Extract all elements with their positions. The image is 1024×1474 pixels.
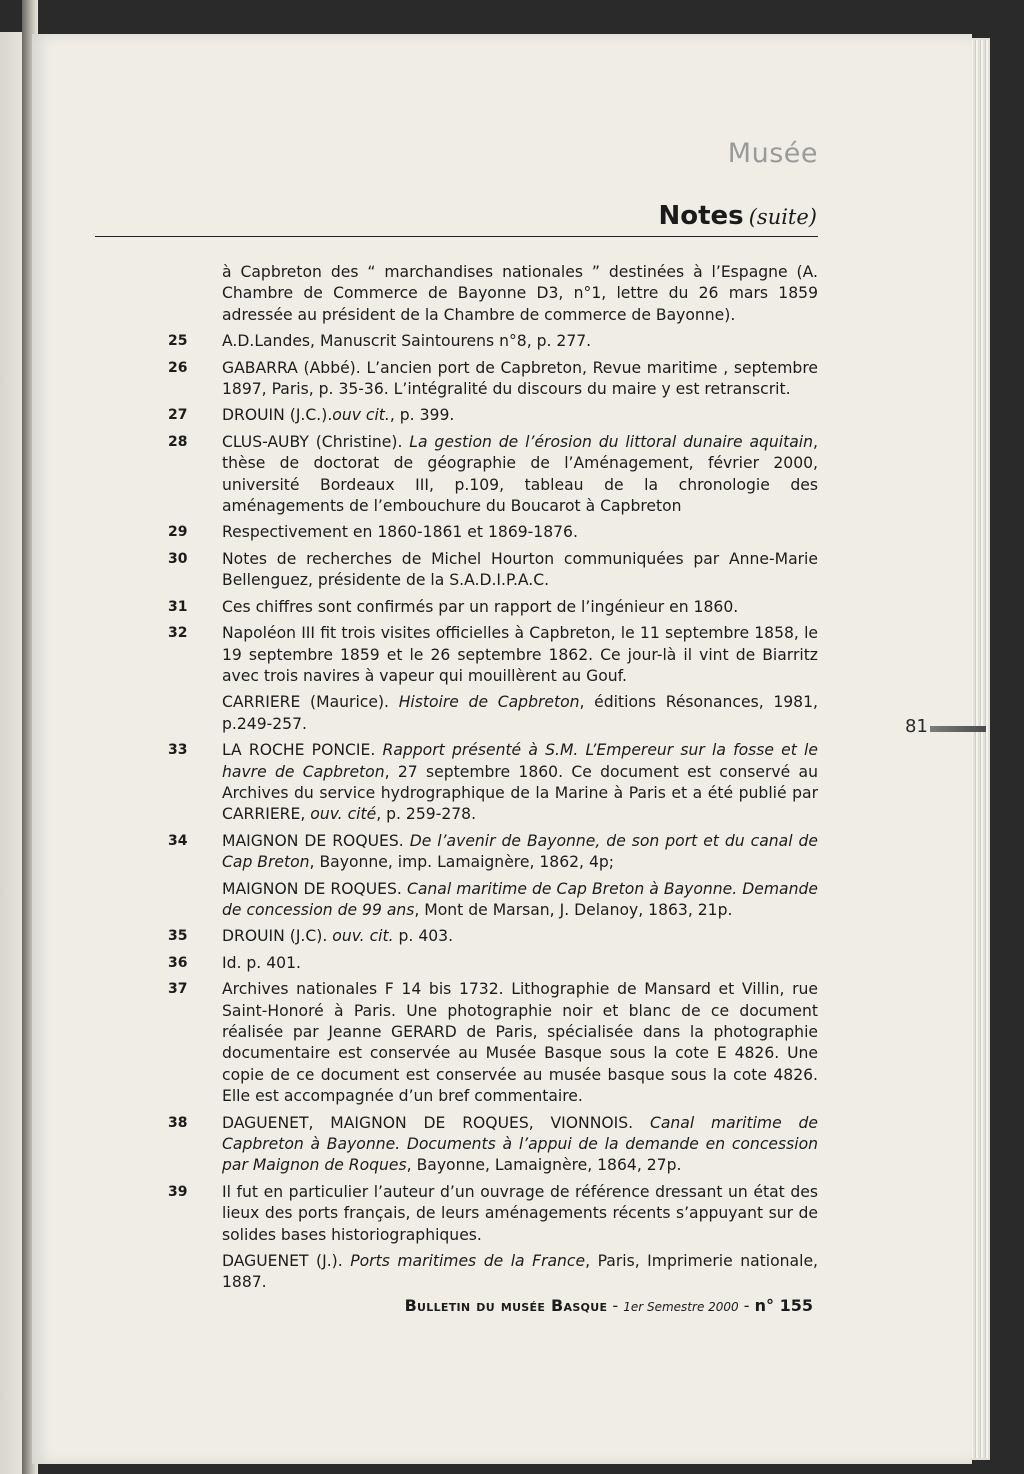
note-item	[168, 522, 818, 543]
note-text-italic: Rapport présenté à S.M. L’Empereur sur la fosse et le havre de Capbreton	[222, 741, 818, 781]
note-number: 31	[168, 598, 188, 615]
note-text-italic: Canal maritime de Capbreton à Bayonne. Documents à l’appui de la demande en concession par Maignon de Roques	[222, 1113, 818, 1175]
note-text	[222, 1182, 818, 1246]
note-text-segment: CLUS-AUBY (Christine).	[222, 432, 410, 451]
note-text	[222, 597, 818, 618]
note-text-italic: Canal maritime de Cap Breton à Bayonne. Demande de concession de 99 ans	[222, 879, 818, 919]
note-number: 34	[168, 832, 188, 849]
note-text-segment: Ces chiffres sont confirmés par un rapport de l’ingénieur en 1860.	[222, 597, 739, 616]
note-text-segment: DROUIN (J.C).	[222, 927, 333, 946]
note-text-segment: GABARRA (Abbé). L’ancien port de Capbreton, Revue maritime , septembre 1897, Paris, p. 35-36. L’intégralité du discours du maire y est retranscrit.	[222, 358, 818, 399]
note-text	[222, 522, 818, 543]
note-number: 28	[168, 433, 188, 450]
page-edge-line	[975, 40, 978, 1458]
page-edge-line	[985, 40, 988, 1458]
note-text-segment: CARRIERE (Maurice).	[222, 693, 399, 712]
note-text-segment: , Bayonne, imp. Lamaignère, 1862, 4p;	[309, 853, 615, 872]
note-text	[222, 879, 818, 922]
note-text-italic: Ports maritimes de la France	[350, 1252, 586, 1271]
note-item	[168, 953, 818, 974]
note-text-segment: Notes de recherches de Michel Hourton communiquées par Anne-Marie Bellenguez, présidente de la S.A.D.I.P.A.C.	[222, 549, 818, 590]
note-item	[168, 549, 818, 592]
note-text-segment: , éditions Résonances, 1981, p.249-257.	[222, 693, 818, 733]
note-number	[168, 879, 222, 922]
note-text-segment: DROUIN (J.C.).	[222, 406, 333, 425]
note-item	[168, 926, 818, 947]
note-text-segment: , Mont de Marsan, J. Delanoy, 1863, 21p.	[414, 900, 733, 919]
note-text	[222, 831, 818, 874]
note-text	[222, 740, 818, 826]
note-item	[168, 1251, 818, 1294]
note-text-segment: Id. p. 401.	[222, 953, 301, 972]
note-item	[168, 432, 818, 518]
note-text-segment: p. 403.	[393, 927, 454, 946]
note-text	[222, 953, 818, 974]
note-item	[168, 692, 818, 735]
note-item	[168, 1182, 818, 1246]
footer-semester: 1er Semestre 2000	[623, 1300, 739, 1314]
note-text-italic: Histoire de Capbreton	[398, 693, 580, 712]
note-text-segment: DAGUENET, MAIGNON DE ROQUES, VIONNOIS.	[222, 1113, 650, 1132]
notes-list	[168, 262, 818, 1299]
note-number: 30	[168, 550, 188, 567]
note-number: 38	[168, 1114, 188, 1131]
note-number: 32	[168, 625, 188, 642]
note-number: 27	[168, 407, 188, 424]
note-number: 35	[168, 928, 188, 945]
running-head: Musée	[727, 138, 818, 169]
note-item	[168, 262, 818, 326]
note-number: 29	[168, 524, 188, 541]
note-text	[222, 331, 818, 352]
note-item	[168, 831, 818, 874]
note-text-segment: , p. 399.	[389, 406, 455, 425]
note-item	[168, 979, 818, 1107]
note-text	[222, 692, 818, 735]
note-number: 33	[168, 742, 188, 759]
note-text	[222, 432, 818, 518]
note-item	[168, 597, 818, 618]
footer-bulletin: Bulletin du musée Basque	[404, 1296, 608, 1315]
note-text-segment: à Capbreton des “ marchandises nationales ” destinées à l’Espagne (A. Chambre de Commerce de Bayonne D3, n°1, lettre du 26 mars 1859 adressée au président de la Chambre de commerce de Bayonne).	[222, 263, 818, 324]
note-text-italic: La gestion de l’érosion du littoral dunaire aquitain	[409, 432, 814, 451]
note-text-segment: Napoléon III fit trois visites officielles à Capbreton, le 11 septembre 1858, le 19 septembre 1859 et le 26 septembre 1862. Ce jour-là il vint de Biarritz avec trois navires à vapeur qui mouillèrent au Gouf.	[222, 624, 818, 685]
note-number: 37	[168, 981, 188, 998]
note-number	[168, 692, 222, 735]
note-text	[222, 1251, 818, 1294]
note-text-segment: , thèse de doctorat de géographie de l’Aménagement, février 2000, université Bordeaux III, p.109, tableau de la chronologie des aménagements de l’embouchure du Boucarot à Capbreton	[222, 432, 818, 516]
title-rule	[95, 236, 818, 237]
note-text-segment: DAGUENET (J.).	[222, 1252, 351, 1271]
footer-separator: -	[738, 1296, 755, 1315]
note-number: 36	[168, 954, 188, 971]
note-number	[168, 262, 222, 326]
note-text-segment: Il fut en particulier l’auteur d’un ouvrage de référence dressant un état des lieux des ports français, de leurs aménagements récents s’appuyant sur de solides bases historiographiques.	[222, 1182, 818, 1244]
footer-issue: n° 155	[754, 1296, 813, 1315]
note-number: 39	[168, 1183, 188, 1200]
note-text-segment: , 27 septembre 1860. Ce document est conservé au Archives du service hydrographique de la Marine à Paris et a été publié par CARRIERE,	[222, 762, 818, 824]
note-text-italic: ouv. cit.	[332, 927, 394, 946]
note-item	[168, 358, 818, 401]
note-text-segment: , p. 259-278.	[376, 805, 477, 824]
note-text-segment: , Paris, Imprimerie nationale, 1887.	[222, 1252, 818, 1292]
note-item	[168, 1113, 818, 1177]
section-title-suffix: (suite)	[748, 205, 817, 229]
footer-separator: -	[607, 1296, 624, 1315]
section-title	[658, 201, 817, 231]
note-number	[168, 1251, 222, 1294]
note-text-segment: Respectivement en 1860-1861 et 1869-1876.	[222, 523, 578, 542]
note-text-segment: LA ROCHE PONCIE.	[222, 741, 383, 760]
note-text	[222, 358, 818, 401]
note-text	[222, 623, 818, 687]
note-text-segment: , Bayonne, Lamaignère, 1864, 27p.	[406, 1156, 682, 1175]
note-number: 25	[168, 333, 188, 350]
note-item	[168, 623, 818, 687]
note-text-segment: MAIGNON DE ROQUES.	[222, 879, 407, 898]
note-text-segment: MAIGNON DE ROQUES.	[222, 831, 410, 850]
footer	[405, 1296, 813, 1315]
note-text	[222, 262, 818, 326]
page-number-marker	[930, 726, 986, 732]
page-number: 81	[905, 716, 928, 737]
note-text	[222, 1113, 818, 1177]
note-number: 26	[168, 359, 188, 376]
note-item	[168, 879, 818, 922]
note-text-italic: De l’avenir de Bayonne, de son port et du canal de Cap Breton	[222, 831, 818, 872]
note-item	[168, 405, 818, 426]
note-text	[222, 979, 818, 1107]
note-text-italic: ouv cit.	[332, 406, 390, 425]
page-edge-line	[980, 40, 983, 1458]
section-title-main: Notes	[658, 201, 744, 231]
note-text-italic: ouv. cité	[310, 805, 377, 824]
note-text	[222, 405, 818, 426]
note-text-segment: A.D.Landes, Manuscrit Saintourens n°8, p. 277.	[222, 332, 592, 351]
note-text	[222, 549, 818, 592]
note-text	[222, 926, 818, 947]
note-item	[168, 331, 818, 352]
note-item	[168, 740, 818, 826]
note-text-segment: Archives nationales F 14 bis 1732. Lithographie de Mansard et Villin, rue Saint-Honoré à Paris. Une photographie noir et blanc de ce document réalisée par Jeanne GERARD de Paris, spécialisée dans la photographie documentaire est conservée au Musée Basque sous la cote E 4826. Une copie de ce document est conservée au musée basque sous la cote 4826. Elle est accompagnée d’un bref commentaire.	[222, 980, 818, 1106]
